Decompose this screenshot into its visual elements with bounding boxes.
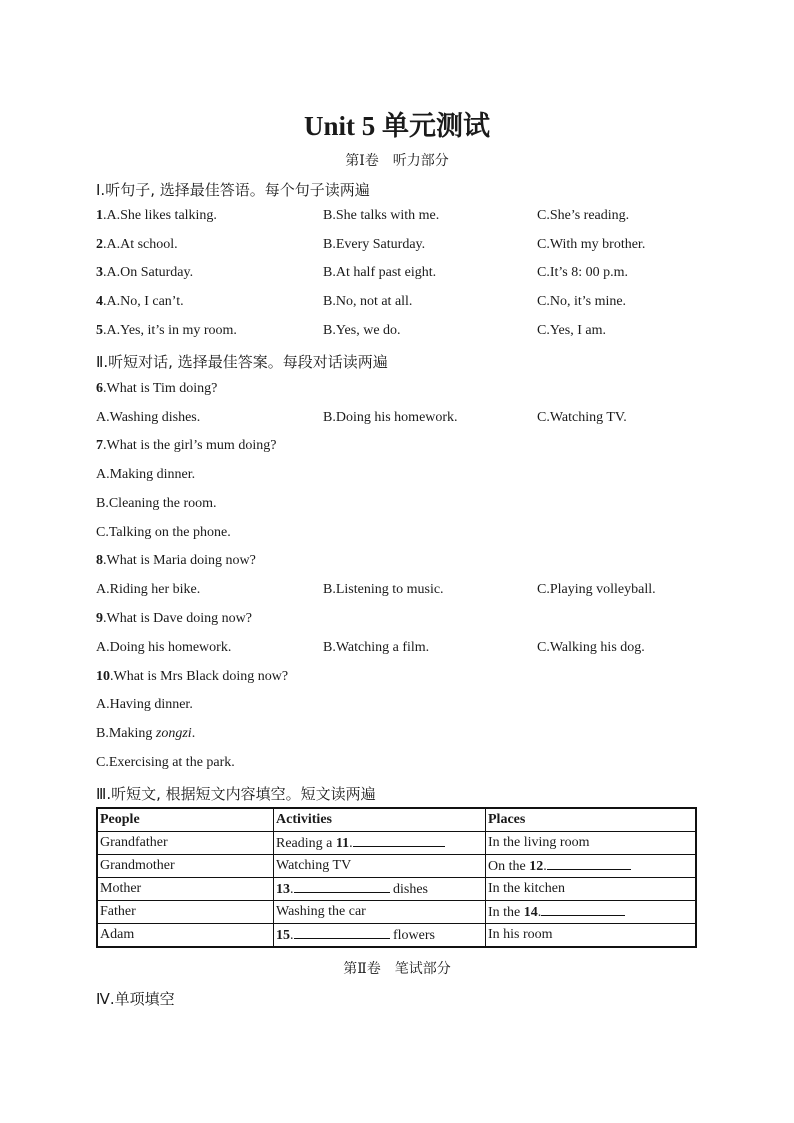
q8-option-a: A.Riding her bike. (96, 582, 201, 597)
section-2-heading: Ⅱ.听短对话, 选择最佳答案。每段对话读两遍 (96, 353, 388, 371)
q4-option-b: B.No, not at all. (323, 294, 413, 309)
q9-option-b: B.Watching a film. (323, 640, 430, 655)
q7-question: 7.What is the girl’s mum doing? (96, 438, 277, 453)
q10-option-b: B.Making zongzi. (96, 726, 196, 741)
q6-option-c: C.Watching TV. (537, 410, 627, 425)
answer-blank-13[interactable] (294, 880, 390, 893)
cell-place: On the 12. (486, 855, 697, 878)
q3-option-c: C.It’s 8: 00 p.m. (537, 265, 629, 280)
table-row (97, 832, 696, 855)
q5-option-c: C.Yes, I am. (537, 323, 606, 338)
cell-place: In his room (486, 924, 697, 948)
q3-option-b: B.At half past eight. (323, 265, 437, 280)
cell-people: Grandfather (97, 832, 274, 855)
q6-question: 6.What is Tim doing? (96, 381, 218, 396)
q1-option-c: C.She’s reading. (537, 208, 630, 223)
page-title: Unit 5 单元测试 (303, 111, 490, 141)
header-people: People (97, 808, 274, 832)
q7-option-b: B.Cleaning the room. (96, 496, 217, 511)
cell-people: Adam (97, 924, 274, 948)
table-row (97, 878, 696, 901)
q1-option-a: 1.A.She likes talking. (96, 208, 217, 223)
table-row (97, 855, 696, 878)
answer-blank-14[interactable] (541, 903, 625, 916)
q8-question: 8.What is Maria doing now? (96, 553, 256, 568)
cell-place: In the living room (486, 832, 697, 855)
q7-option-a: A.Making dinner. (96, 467, 196, 482)
q4-option-a: 4.A.No, I can’t. (96, 294, 184, 309)
q5-option-b: B.Yes, we do. (323, 323, 401, 338)
cell-activity: Washing the car (274, 901, 486, 924)
part-one-heading: 第Ⅰ卷 听力部分 (345, 154, 449, 169)
q7-option-c: C.Talking on the phone. (96, 525, 231, 540)
cell-activity: Reading a 11. (274, 832, 486, 855)
section-3-heading: Ⅲ.听短文, 根据短文内容填空。短文读两遍 (96, 785, 376, 803)
cell-activity: Watching TV (274, 855, 486, 878)
answer-blank-15[interactable] (294, 926, 390, 939)
q2-option-b: B.Every Saturday. (323, 237, 426, 252)
q2-option-c: C.With my brother. (537, 237, 646, 252)
q8-option-c: C.Playing volleyball. (537, 582, 656, 597)
cell-people: Father (97, 901, 274, 924)
q9-option-c: C.Walking his dog. (537, 640, 645, 655)
cell-people: Grandmother (97, 855, 274, 878)
q3-option-a: 3.A.On Saturday. (96, 265, 194, 280)
q2-option-a: 2.A.At school. (96, 237, 178, 252)
q10-option-a: A.Having dinner. (96, 697, 193, 712)
section-1-heading: Ⅰ.听句子, 选择最佳答语。每个句子读两遍 (96, 181, 370, 199)
header-activities: Activities (274, 808, 486, 832)
q8-option-b: B.Listening to music. (323, 582, 444, 597)
answer-blank-12[interactable] (547, 857, 631, 870)
q10-option-c: C.Exercising at the park. (96, 755, 235, 770)
table-row (97, 901, 696, 924)
q1-option-b: B.She talks with me. (323, 208, 440, 223)
cell-activity: 15. flowers (274, 924, 486, 948)
cell-place: In the 14. (486, 901, 697, 924)
q6-option-b: B.Doing his homework. (323, 410, 458, 425)
q4-option-c: C.No, it’s mine. (537, 294, 627, 309)
cell-activity: 13. dishes (274, 878, 486, 901)
q9-option-a: A.Doing his homework. (96, 640, 232, 655)
table-header-row (97, 808, 696, 832)
section-4-heading: Ⅳ.单项填空 (96, 990, 175, 1008)
q5-option-a: 5.A.Yes, it’s in my room. (96, 323, 237, 338)
q9-question: 9.What is Dave doing now? (96, 611, 252, 626)
cell-place: In the kitchen (486, 878, 697, 901)
table-row (97, 924, 696, 948)
q10-question: 10.What is Mrs Black doing now? (96, 669, 289, 684)
q6-option-a: A.Washing dishes. (96, 410, 201, 425)
fill-in-table (96, 807, 697, 948)
part-two-heading: 第Ⅱ卷 笔试部分 (343, 962, 451, 977)
header-places: Places (486, 808, 697, 832)
cell-people: Mother (97, 878, 274, 901)
answer-blank-11[interactable] (353, 834, 445, 847)
